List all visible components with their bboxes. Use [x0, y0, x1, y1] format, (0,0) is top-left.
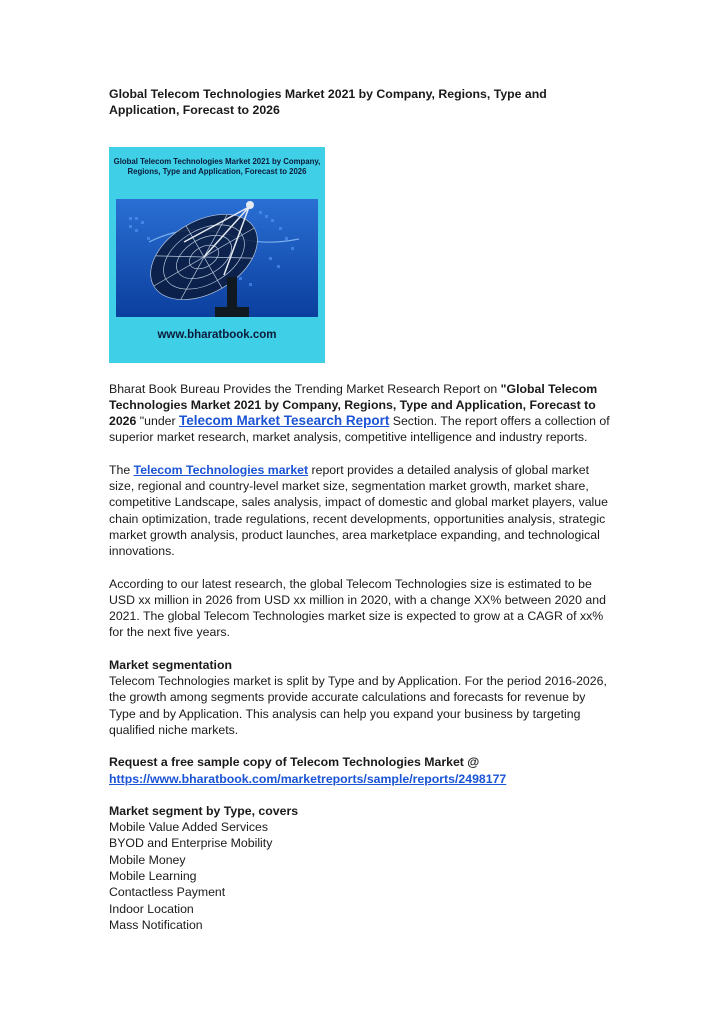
- list-item: BYOD and Enterprise Mobility: [109, 836, 273, 851]
- intro-text-2: "under: [136, 414, 180, 429]
- type-segment-heading: Market segment by Type, covers: [109, 803, 299, 818]
- overview-paragraph: [109, 462, 614, 560]
- cover-title-line-2: Regions, Type and Application, Forecast to 2026: [127, 167, 307, 177]
- type-segment-list: [109, 819, 614, 933]
- intro-paragraph: [109, 381, 614, 446]
- sample-request-section: [109, 754, 614, 787]
- list-item: Mobile Value Added Services: [109, 820, 269, 835]
- cover-title-line-1: Global Telecom Technologies Market 2021 by Company,: [113, 156, 321, 166]
- intro-text-1: Bharat Book Bureau Provides the Trending Market Research Report on: [109, 381, 501, 396]
- cover-title: [109, 157, 325, 178]
- telecom-market-research-link[interactable]: Telecom Market Tesearch Report: [179, 413, 390, 429]
- overview-text-2: report provides a detailed analysis of global market size, regional and country-level market size, segmentation market growth, market share, competitive Landscape, sales analysis, impact of domestic and global market players, value chain optimization, trade regulations, recent developments, opportunities analysis, strategic market growth analysis, product launches, area marketplace expanding, and technological innovations.: [109, 462, 608, 559]
- segmentation-heading: Market segmentation: [109, 657, 232, 672]
- document-title: Global Telecom Technologies Market 2021 by Company, Regions, Type and Application, Forecast to 2026: [109, 87, 547, 118]
- list-item: Contactless Payment: [109, 885, 226, 900]
- cover-website: www.bharatbook.com: [157, 328, 277, 341]
- type-segment-section: [109, 803, 614, 933]
- report-cover-image: [109, 147, 325, 363]
- document-page: [109, 86, 614, 933]
- list-item: Indoor Location: [109, 901, 194, 916]
- sample-request-link[interactable]: https://www.bharatbook.com/marketreports/sample/reports/2498177: [109, 771, 507, 786]
- overview-text-1: The: [109, 462, 134, 477]
- research-paragraph: According to our latest research, the global Telecom Technologies size is estimated to be USD xx million in 2026 from USD xx million in 2020, with a change XX% between 2020 and 2021. The global Telecom Technologies market size is expected to grow at a CAGR of xx% for the next five years.: [109, 576, 606, 640]
- segmentation-section: [109, 657, 614, 738]
- intro-bold-title: "Global Telecom Technologies Market 2021 by Company, Regions, Type and Application, Forecast to 2026: [109, 381, 598, 429]
- list-item: Mobile Money: [109, 852, 186, 867]
- list-item: Mobile Learning: [109, 869, 197, 884]
- telecom-technologies-market-link[interactable]: Telecom Technologies market: [133, 462, 309, 477]
- list-item: Mass Notification: [109, 917, 203, 932]
- intro-text-3: Section. The report offers a collection of superior market research, market analysis, competitive intelligence and industry reports.: [109, 414, 610, 445]
- sample-heading: Request a free sample copy of Telecom Technologies Market @: [109, 755, 480, 770]
- segmentation-body: Telecom Technologies market is split by Type and by Application. For the period 2016-2026, the growth among segments provide accurate calculations and forecasts for revenue by Type and by Application. This analysis can help you expand your business by targeting qualified niche markets.: [109, 674, 607, 737]
